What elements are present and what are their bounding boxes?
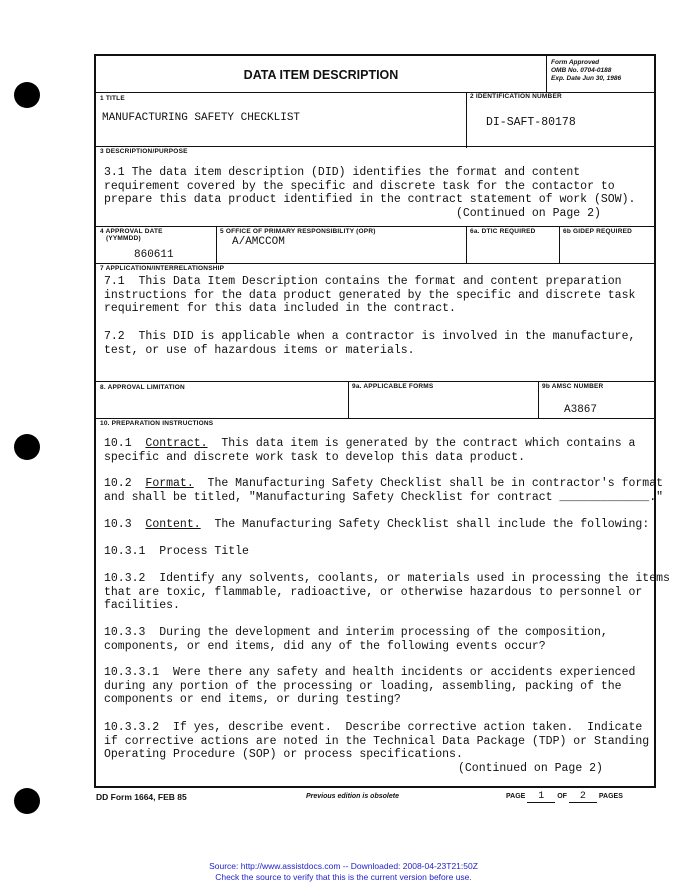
page-indicator xyxy=(506,791,623,803)
obsolete-note: Previous edition is obsolete xyxy=(306,793,399,800)
instruction-line: that are toxic, flammable, radioactive, or otherwise hazardous to personnel or xyxy=(104,585,643,599)
section-number: 10.1 xyxy=(104,437,146,450)
instruction-line: components or end items, or during testing? xyxy=(104,693,401,707)
instruction-line: and shall be titled, "Manufacturing Safety Checklist for contract _____________." xyxy=(104,490,663,504)
application-text xyxy=(104,275,635,316)
instruction-10-2 xyxy=(104,477,663,504)
application-label: 7 APPLICATION/INTERRELATIONSHIP xyxy=(100,265,225,272)
approval-date-label: 4 APPROVAL DATE xyxy=(100,228,163,235)
pages-label: PAGES xyxy=(598,793,623,800)
source-line-1: Source: http://www.assistdocs.com -- Downloaded: 2008-04-23T21:50Z xyxy=(209,861,478,871)
instruction-line: 10.3.3.1 Were there any safety and health incidents or accidents experienced xyxy=(104,666,636,679)
section-text: The Manufacturing Safety Checklist shall be in contractor's format xyxy=(193,477,664,490)
purpose-line: requirement covered by the specific and discrete task for the contactor to xyxy=(104,179,615,193)
applicable-forms-label: 9a. APPLICABLE FORMS xyxy=(352,383,434,390)
source-line-2: Check the source to verify that this is the current version before use. xyxy=(215,872,472,882)
section-heading: Format. xyxy=(145,477,194,490)
id-number-value: DI-SAFT-80178 xyxy=(486,116,576,129)
purpose-label: 3 DESCRIPTION/PURPOSE xyxy=(100,148,188,155)
instruction-10-1 xyxy=(104,437,635,464)
instruction-line: 10.3.3.2 If yes, describe event. Describe corrective action taken. Indicate xyxy=(104,721,643,734)
office-value: A/AMCCOM xyxy=(232,236,285,248)
of-label: OF xyxy=(557,793,567,800)
instruction-line: components, or end items, did any of the following events occur? xyxy=(104,639,546,653)
instruction-line xyxy=(104,477,663,491)
dtic-label: 6a. DTIC REQUIRED xyxy=(470,228,536,235)
office-label: 5 OFFICE OF PRIMARY RESPONSIBILITY (OPR) xyxy=(220,228,376,235)
approval-date-sub: (YYMMDD) xyxy=(106,235,141,242)
approval-line-2: OMB No. 0704-0188 xyxy=(551,67,612,74)
approval-date-value: 860611 xyxy=(134,249,174,261)
form-number: DD Form 1664, FEB 85 xyxy=(96,792,187,802)
purpose-line: (Continued on Page 2) xyxy=(104,206,601,220)
instruction-10-3 xyxy=(104,518,649,532)
instruction-10-3-3 xyxy=(104,626,608,653)
section-number: 10.2 xyxy=(104,477,146,490)
page-label: PAGE xyxy=(506,793,526,800)
section-text: The Manufacturing Safety Checklist shall include the following: xyxy=(200,518,650,531)
application-line: 7.2 This DID is applicable when a contractor is involved in the manufacture, xyxy=(104,330,636,343)
instruction-10-3-3-2 xyxy=(104,721,649,762)
instruction-line: 10.3.2 Identify any solvents, coolants, or materials used in processing the items xyxy=(104,572,670,585)
purpose-line: 3.1 The data item description (DID) identifies the format and content xyxy=(104,166,581,179)
instruction-line: facilities. xyxy=(104,599,180,613)
punch-hole-top xyxy=(14,82,40,108)
instruction-line: 10.3.3 During the development and interim processing of the composition, xyxy=(104,626,608,639)
instruction-line: during any portion of the processing or loading, assembling, packing of the xyxy=(104,679,622,693)
instruction-line: specific and discrete work task to develop this data product. xyxy=(104,450,525,464)
purpose-text xyxy=(104,166,635,220)
purpose-line: prepare this data product identified in the contract statement of work (SOW). xyxy=(104,193,636,207)
preparation-label: 10. PREPARATION INSTRUCTIONS xyxy=(100,420,214,427)
form-title: DATA ITEM DESCRIPTION xyxy=(243,68,399,82)
section-text: This data item is generated by the contract which contains a xyxy=(207,437,636,450)
amsc-number-label: 9b AMSC NUMBER xyxy=(542,383,604,390)
continued-note: (Continued on Page 2) xyxy=(458,762,603,775)
page-total: 2 xyxy=(569,791,597,803)
application-line: 7.1 This Data Item Description contains the format and content preparation xyxy=(104,275,622,288)
instruction-line xyxy=(104,518,649,532)
application-line: test, or use of hazardous items or materials. xyxy=(104,343,415,357)
instruction-line xyxy=(104,437,635,451)
section-number: 10.3 xyxy=(104,518,146,531)
approval-box xyxy=(551,59,621,83)
instruction-line: Operating Procedure (SOP) or process specifications. xyxy=(104,748,463,762)
amsc-number-value: A3867 xyxy=(564,404,598,416)
approval-line-1: Form Approved xyxy=(551,59,600,66)
data-item-description-form xyxy=(94,54,670,788)
page-number: 1 xyxy=(527,791,555,803)
punch-hole-bottom xyxy=(14,788,40,814)
application-text-2 xyxy=(104,330,635,357)
title-value: MANUFACTURING SAFETY CHECKLIST xyxy=(102,112,301,124)
instruction-10-3-2 xyxy=(104,572,670,613)
application-line: instructions for the data product generated by the specific and discrete task xyxy=(104,288,636,302)
section-heading: Content. xyxy=(145,518,201,531)
application-line: requirement for this data included in the contract. xyxy=(104,302,456,316)
approval-limitation-label: 8. APPROVAL LIMITATION xyxy=(100,384,185,391)
id-number-label: 2 IDENTIFICATION NUMBER xyxy=(470,93,562,100)
title-label: 1 TITLE xyxy=(100,95,125,102)
instruction-10-3-1: 10.3.1 Process Title xyxy=(104,545,249,558)
approval-line-3: Exp. Date Jun 30, 1986 xyxy=(551,75,622,82)
instruction-10-3-3-1 xyxy=(104,666,635,707)
punch-hole-middle xyxy=(14,434,40,460)
instruction-line: if corrective actions are noted in the Technical Data Package (TDP) or Standing xyxy=(104,734,650,748)
gidep-label: 6b GIDEP REQUIRED xyxy=(563,228,633,235)
section-heading: Contract. xyxy=(145,437,208,450)
